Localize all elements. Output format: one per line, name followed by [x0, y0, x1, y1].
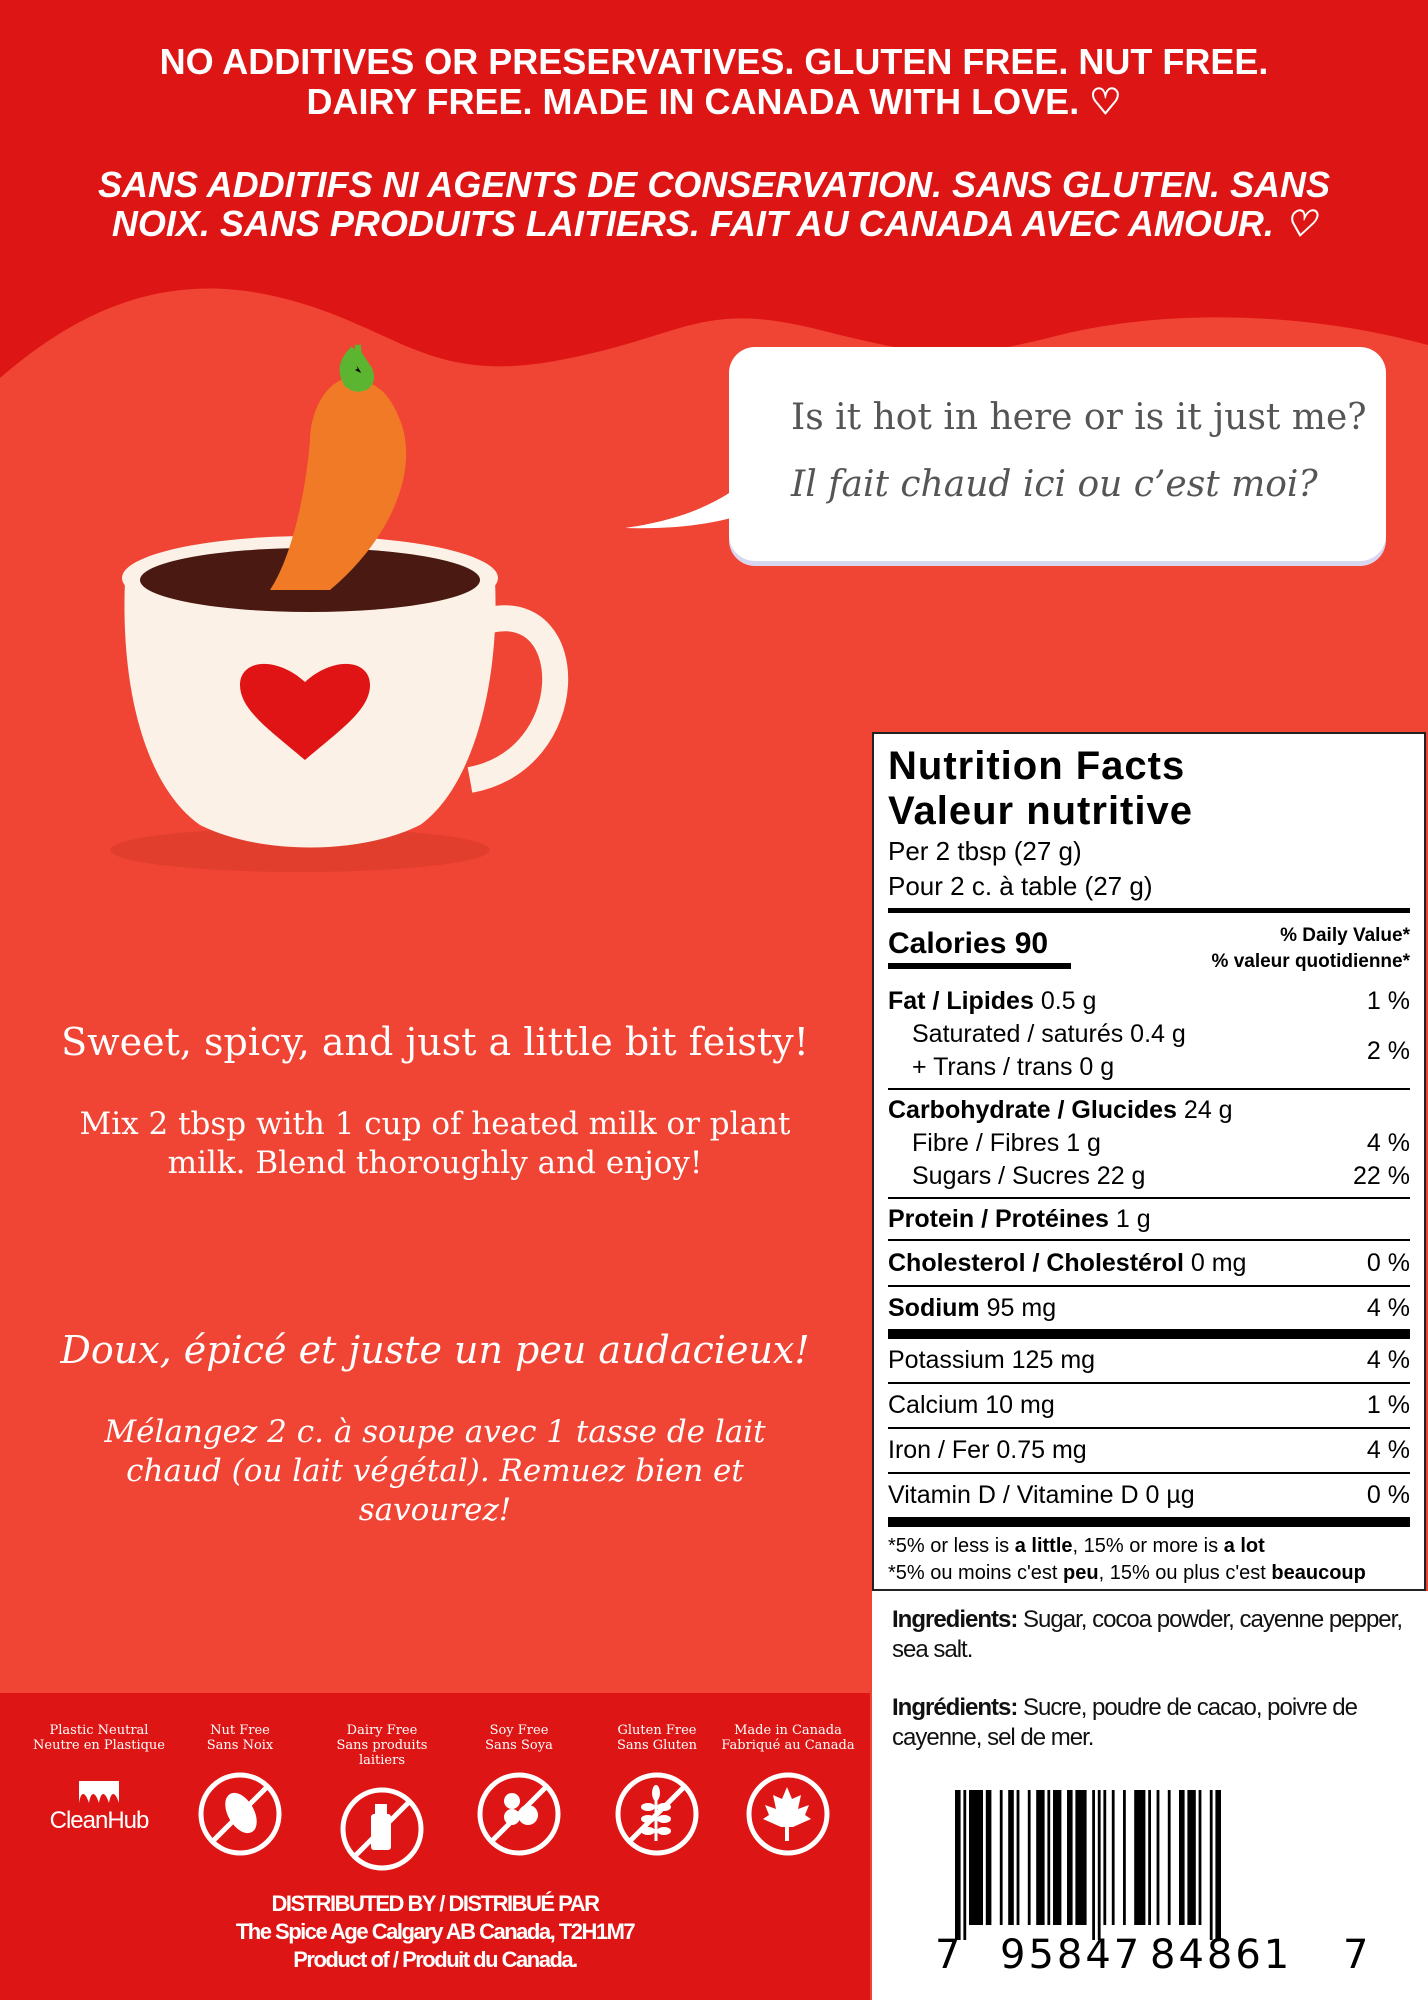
- fibre: Fibre / Fibres 1 g: [912, 1129, 1101, 1157]
- barcode-bar: [986, 1790, 992, 1925]
- speech-bubble: [729, 347, 1386, 561]
- ingredients-en: Ingredients: Sugar, cocoa powder, cayenne pepper, sea salt.: [892, 1606, 1402, 1663]
- badge-label-en: Made in Canada: [734, 1723, 842, 1738]
- fibre-dv: 4 %: [1366, 1129, 1410, 1157]
- dv-header-en: % Daily Value*: [1280, 925, 1410, 946]
- cleanhub-logo: CleanHub: [29, 1781, 169, 1828]
- bubble-text-en: Is it hot in here or is it just me?: [791, 397, 1367, 438]
- mineral-row: [888, 1474, 1410, 1517]
- badge-label-en: Plastic Neutral: [49, 1723, 149, 1738]
- calories-value: 90: [1014, 927, 1049, 960]
- badge-maple-leaf: [718, 1723, 858, 1857]
- distributor-line: The Spice Age Calgary AB Canada, T2H1M7: [235, 1919, 635, 1944]
- directions-fr-1: Mélangez 2 c. à soupe avec 1 tasse de lait: [104, 1414, 766, 1450]
- barcode-bar: [1000, 1790, 1003, 1925]
- barcode-bar: [1017, 1790, 1020, 1925]
- badge-label-en: Nut Free: [210, 1723, 270, 1738]
- directions-en-1: Mix 2 tbsp with 1 cup of heated milk or plant: [79, 1106, 791, 1142]
- directions-fr-2: chaud (ou lait végétal). Remuez bien et: [126, 1453, 744, 1489]
- barcode-bar: [1199, 1790, 1202, 1925]
- no-gluten-icon: [614, 1771, 700, 1857]
- barcode-bar: [969, 1790, 983, 1925]
- barcode-digits: 7: [1343, 1932, 1372, 1970]
- dv-header-fr: % valeur quotidienne*: [1211, 951, 1410, 972]
- badge-label-fr: Sans Noix: [206, 1738, 274, 1753]
- barcode: [935, 1790, 1375, 1970]
- no-dairy-icon: [339, 1786, 425, 1872]
- directions-en-2: milk. Blend thoroughly and enjoy!: [167, 1145, 703, 1181]
- bubble-text-fr: Il fait chaud ici ou c’est moi?: [791, 464, 1318, 505]
- barcode-bar: [1112, 1790, 1115, 1925]
- barcode-bar: [1215, 1790, 1221, 1940]
- barcode-bar: [1134, 1790, 1145, 1925]
- barcode-bar: [1123, 1790, 1126, 1925]
- badge-no-nut: [170, 1723, 310, 1857]
- saturated-fat: Saturated / saturés 0.4 g: [912, 1020, 1186, 1048]
- sugars-dv: 22 %: [1353, 1162, 1410, 1190]
- barcode-bar: [1053, 1790, 1061, 1925]
- no-soy-icon: [476, 1771, 562, 1857]
- nutrition-title-en: Nutrition Facts: [888, 744, 1186, 788]
- fat-label: Fat / Lipides: [888, 987, 1034, 1015]
- trans-fat: + Trans / trans 0 g: [912, 1053, 1115, 1081]
- mineral-dv: 4 %: [1366, 1346, 1410, 1374]
- mineral-dv: 1 %: [1366, 1391, 1410, 1419]
- barcode-bar: [1098, 1790, 1101, 1940]
- distributor-line: DISTRIBUTED BY / DISTRIBUÉ PAR: [271, 1891, 599, 1916]
- sodium-dv: 4 %: [1366, 1294, 1410, 1322]
- badge-no-gluten: [587, 1723, 727, 1857]
- tagline-fr: Doux, épicé et juste un peu audacieux!: [60, 1328, 810, 1372]
- serving-fr: Pour 2 c. à table (27 g): [888, 871, 1153, 901]
- protein-label: Protein / Protéines: [888, 1205, 1109, 1233]
- claims-en-line2: DAIRY FREE. MADE IN CANADA WITH LOVE. ♡: [306, 81, 1122, 122]
- fat-amount: 0.5 g: [1040, 987, 1097, 1015]
- cholesterol-label: Cholesterol / Cholestérol: [888, 1249, 1184, 1277]
- badge-label-fr: Neutre en Plastique: [33, 1738, 165, 1753]
- ingredients-fr: Ingrédients: Sucre, poudre de cacao, poivre de cayenne, sel de mer.: [892, 1694, 1357, 1751]
- badge-cleanhub-logo: [29, 1723, 169, 1834]
- barcode-bar: [1103, 1790, 1106, 1925]
- no-nut-icon: [197, 1771, 283, 1857]
- badge-label-en: Soy Free: [489, 1723, 549, 1738]
- barcode-bar: [1036, 1790, 1044, 1925]
- barcode-bar: [1168, 1790, 1171, 1925]
- barcode-bar: [1148, 1790, 1151, 1925]
- calories-label: Calories: [888, 927, 1007, 960]
- mineral-row: [888, 1384, 1410, 1427]
- barcode-digits: 7: [935, 1932, 964, 1970]
- sodium-amount: 95 mg: [986, 1294, 1057, 1322]
- barcode-bar: [1008, 1790, 1014, 1925]
- badge-no-soy: [449, 1723, 589, 1857]
- mineral-row: [888, 1429, 1410, 1472]
- badge-label-en: Gluten Free: [617, 1723, 697, 1738]
- mineral-dv: 4 %: [1366, 1436, 1410, 1464]
- footnote-en: *5% or less is a little, 15% or more is a lot: [888, 1535, 1265, 1557]
- mineral-label: Iron / Fer 0.75 mg: [888, 1436, 1087, 1464]
- nutrition-title-fr: Valeur nutritive: [888, 789, 1193, 833]
- tagline-en: Sweet, spicy, and just a little bit feisty!: [61, 1020, 809, 1064]
- distributor-line: Product of / Produit du Canada.: [293, 1947, 577, 1972]
- mineral-dv: 0 %: [1366, 1481, 1410, 1509]
- mineral-label: Vitamin D / Vitamine D 0 µg: [888, 1481, 1195, 1509]
- sat-trans-dv: 2 %: [1366, 1036, 1410, 1065]
- mineral-row: [888, 1339, 1410, 1382]
- claims-fr-line1: SANS ADDITIFS NI AGENTS DE CONSERVATION. SANS GLUTEN. SANS: [97, 164, 1331, 205]
- footer-band: [0, 1693, 870, 2000]
- sugars: Sugars / Sucres 22 g: [912, 1162, 1146, 1190]
- footnote-fr: *5% ou moins c'est peu, 15% ou plus c'est beaucoup: [888, 1562, 1366, 1584]
- barcode-bar: [1028, 1790, 1031, 1925]
- barcode-bar: [963, 1790, 966, 1940]
- badge-no-dairy: [312, 1723, 452, 1872]
- badge-label-fr: Sans Soya: [485, 1738, 553, 1753]
- barcode-bar: [1092, 1790, 1095, 1940]
- barcode-bar: [955, 1790, 961, 1940]
- barcode-digits: 84861: [1150, 1932, 1293, 1970]
- badge-label-fr: Fabriqué au Canada: [721, 1738, 855, 1753]
- cholesterol-amount: 0 mg: [1190, 1249, 1247, 1277]
- barcode-digits: 95847: [1000, 1932, 1143, 1970]
- claims-en-line1: NO ADDITIVES OR PRESERVATIVES. GLUTEN FREE. NUT FREE.: [159, 41, 1269, 82]
- mineral-label: Potassium 125 mg: [888, 1346, 1096, 1374]
- badge-label-en: Dairy Free: [346, 1723, 418, 1738]
- badge-label-fr: Sans Gluten: [616, 1738, 698, 1753]
- directions-fr-3: savourez!: [358, 1492, 512, 1528]
- nutrition-facts-table: [872, 732, 1426, 1591]
- claims-fr-line2: NOIX. SANS PRODUITS LAITIERS. FAIT AU CANADA AVEC AMOUR. ♡: [111, 203, 1317, 244]
- badge-label-fr: Sans produits laitiers: [336, 1738, 428, 1768]
- barcode-bar: [1179, 1790, 1185, 1925]
- protein-amount: 1 g: [1115, 1205, 1151, 1233]
- barcode-bar: [1047, 1790, 1050, 1925]
- sodium-label: Sodium: [888, 1294, 980, 1322]
- fat-dv: 1 %: [1366, 987, 1410, 1015]
- barcode-bar: [1157, 1790, 1160, 1925]
- maple-leaf-icon: [745, 1771, 831, 1857]
- carb-label: Carbohydrate / Glucides: [888, 1096, 1177, 1124]
- barcode-bar: [1075, 1790, 1086, 1925]
- mineral-label: Calcium 10 mg: [888, 1391, 1055, 1419]
- barcode-bar: [1067, 1790, 1073, 1925]
- cholesterol-dv: 0 %: [1366, 1249, 1410, 1277]
- serving-en: Per 2 tbsp (27 g): [888, 836, 1082, 866]
- carb-amount: 24 g: [1183, 1096, 1233, 1124]
- barcode-bar: [1187, 1790, 1195, 1925]
- barcode-bar: [1210, 1790, 1213, 1940]
